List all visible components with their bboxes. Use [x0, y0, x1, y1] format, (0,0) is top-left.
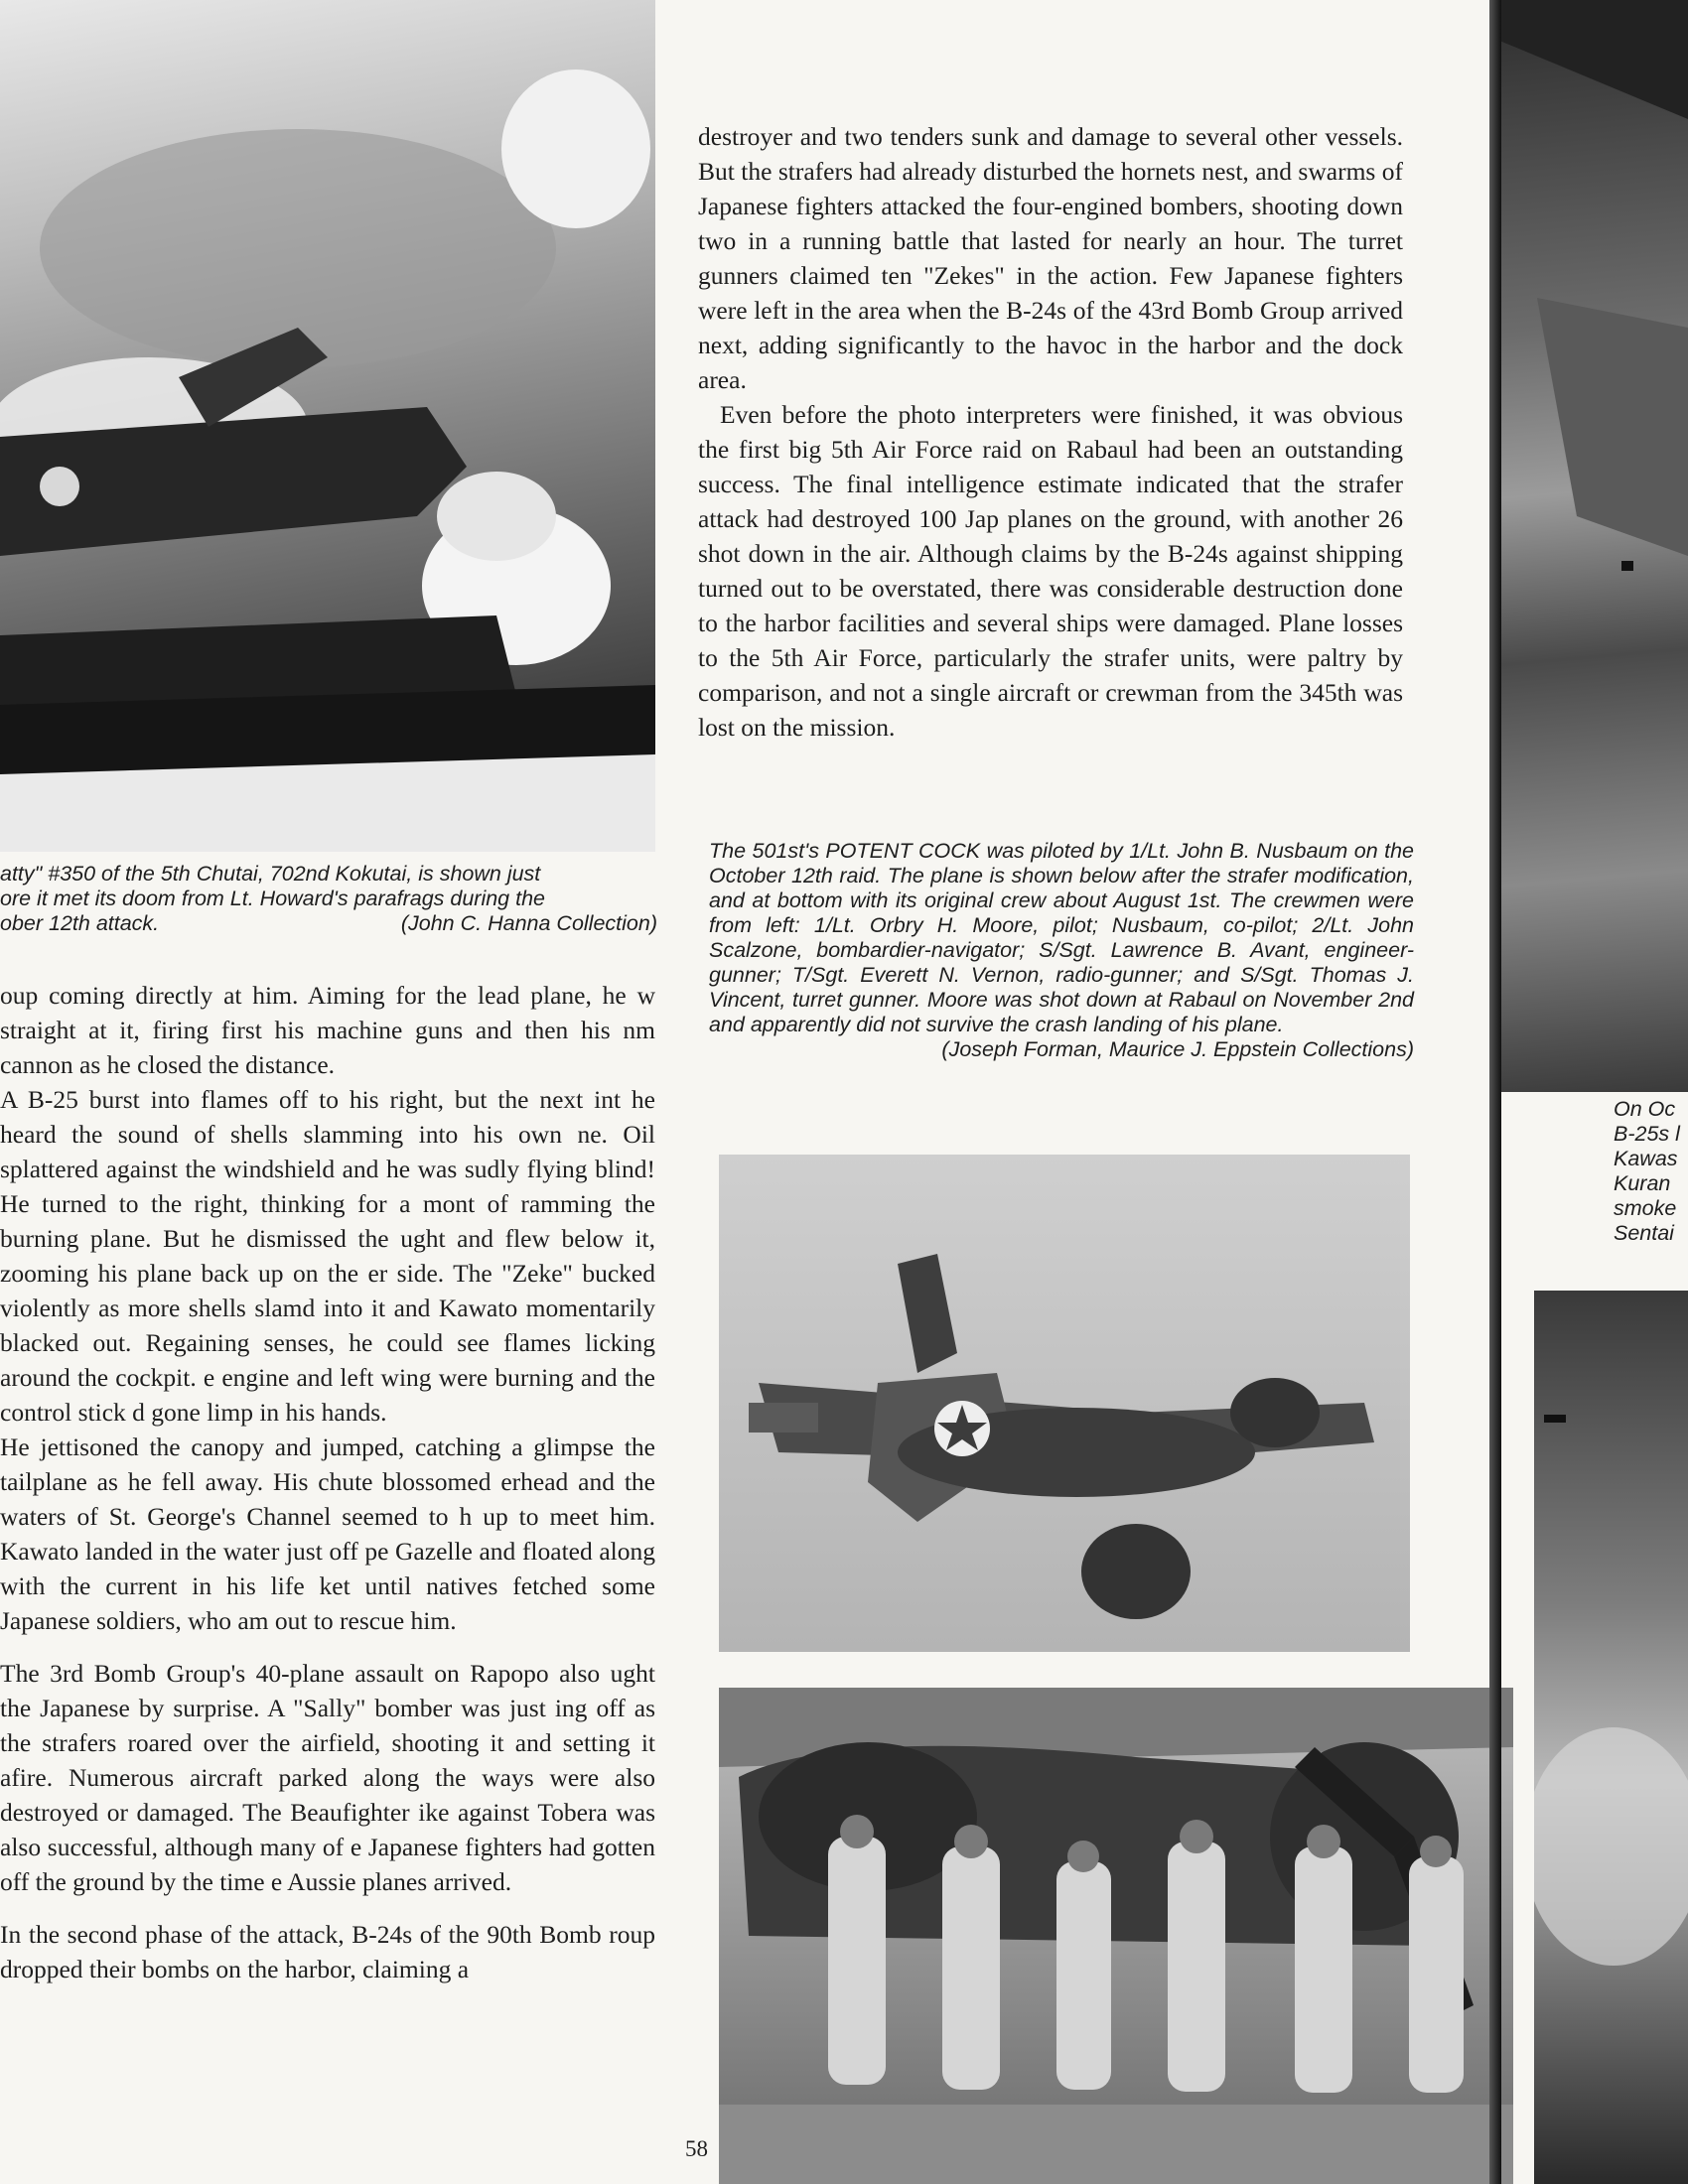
page-number: 58 — [685, 2136, 708, 2161]
caption-line: Kawas — [1614, 1147, 1678, 1170]
left-column-text — [0, 978, 655, 1986]
paragraph: He jettisoned the canopy and jumped, catching a glimpse the tailplane as he fell away. His chute blossomed erhead and the waters of St. George's Channel seemed to h up to meet him. Kawato landed in the water just off pe Gazelle and floated along with the current in his life ket until natives fetched some Japanese soldiers, who am out to rescue him. — [0, 1433, 655, 1635]
facing-page-top-photo — [1497, 0, 1688, 1092]
parafrag-photo-caption — [0, 862, 657, 936]
caption-line: atty" #350 of the 5th Chutai, 702nd Kokutai, is shown just — [0, 862, 541, 886]
photo-credit: (Joseph Forman, Maurice J. Eppstein Collections) — [941, 1037, 1414, 1061]
caption-line: Kuran — [1614, 1171, 1671, 1195]
caption-line: ober 12th attack. — [0, 911, 160, 935]
photo-credit: (John C. Hanna Collection) — [400, 911, 657, 935]
crew-photo — [719, 1688, 1513, 2184]
b25-in-flight-photo — [719, 1155, 1410, 1652]
book-gutter-shadow — [1489, 0, 1501, 2184]
caption-text: The 501st's POTENT COCK was piloted by 1/Lt. John B. Nusbaum on the October 12th raid. The plane is shown below after the strafer modification, and at bottom with its original crew about August 1st. The crewmen were from left: 1/Lt. Orbry H. Moore, pilot; Nusbaum, co-pilot; 2/Lt. John Scalzone, bombardier-navigator; S/Sgt. Lawrence B. Avant, engineer-gunner; T/Sgt. Everett N. Vernon, radio-gunner; and S/Sgt. Thomas J. Vincent, turret gunner. Moore was shot down at Rabaul on November 2nd and apparently did not survive the crash landing of his plane. — [709, 839, 1414, 1036]
paragraph: destroyer and two tenders sunk and damage to several other vessels. But the strafers had already disturbed the hornets nest, and swarms of Japanese fighters attacked the four-engined bombers, shooting down two in a running battle that lasted for nearly an hour. The turret gunners claimed ten "Zekes" in the action. Few Japanese fighters were left in the area when the B-24s of the 43rd Bomb Group arrived next, adding significantly to the havoc in the harbor and the dock area. — [698, 122, 1403, 394]
paragraph: A B-25 burst into flames off to his right, but the next int he heard the sound of shells slamming into his own ne. Oil splattered against the windshield and he was sudly flying blind! He turned to the right, thinking for a mont of ramming the burning plane. But he dismissed the ught and flew below it, zooming his plane back up on the er side. The "Zeke" bucked violently as more shells slamd into it and Kawato momentarily blacked out. Regaining senses, he could see flames licking around the cockpit. e engine and left wing were burning and the control stick d gone limp in his hands. — [0, 1085, 655, 1427]
paragraph: In the second phase of the attack, B-24s of the 90th Bomb roup dropped their bombs on the harbor, claiming a — [0, 1920, 655, 1983]
caption-line: smoke — [1614, 1196, 1677, 1220]
potent-cock-caption — [709, 839, 1414, 1062]
facing-page-bottom-photo — [1534, 1291, 1688, 2184]
paragraph: The 3rd Bomb Group's 40-plane assault on Rapopo also ught the Japanese by surprise. A "Sally" bomber was just ing off as the strafers roared over the airfield, shooting it and setting it afire. Numerous aircraft parked along the ways were also destroyed or damaged. The Beaufighter ike against Tobera was also successful, although many of e Japanese fighters had gotten off the ground by the time e Aussie planes arrived. — [0, 1659, 655, 1896]
paragraph: Even before the photo interpreters were finished, it was obvious the first big 5th Air Force raid on Rabaul had been an outstanding success. The final intelligence estimate indicated that the strafer attack had destroyed 100 Jap planes on the ground, with another 26 shot down in the air. Although claims by the B-24s against shipping turned out to be overstated, there was considerable destruction done to the harbor facilities and several ships were damaged. Plane losses to the 5th Air Force, particularly the strafer units, were paltry by comparison, and not a single aircraft or crewman from the 345th was lost on the mission. — [698, 400, 1403, 742]
caption-line: B-25s l — [1614, 1122, 1680, 1146]
facing-page-caption — [1614, 1097, 1688, 1246]
caption-line: Sentai — [1614, 1221, 1674, 1245]
parafrag-attack-photo — [0, 0, 655, 852]
right-column-text — [698, 119, 1403, 745]
caption-line: On Oc — [1614, 1097, 1676, 1121]
paragraph: oup coming directly at him. Aiming for the lead plane, he w straight at it, firing first his machine guns and then his nm cannon as he closed the distance. — [0, 981, 655, 1079]
caption-line: ore it met its doom from Lt. Howard's parafrags during the — [0, 887, 546, 910]
